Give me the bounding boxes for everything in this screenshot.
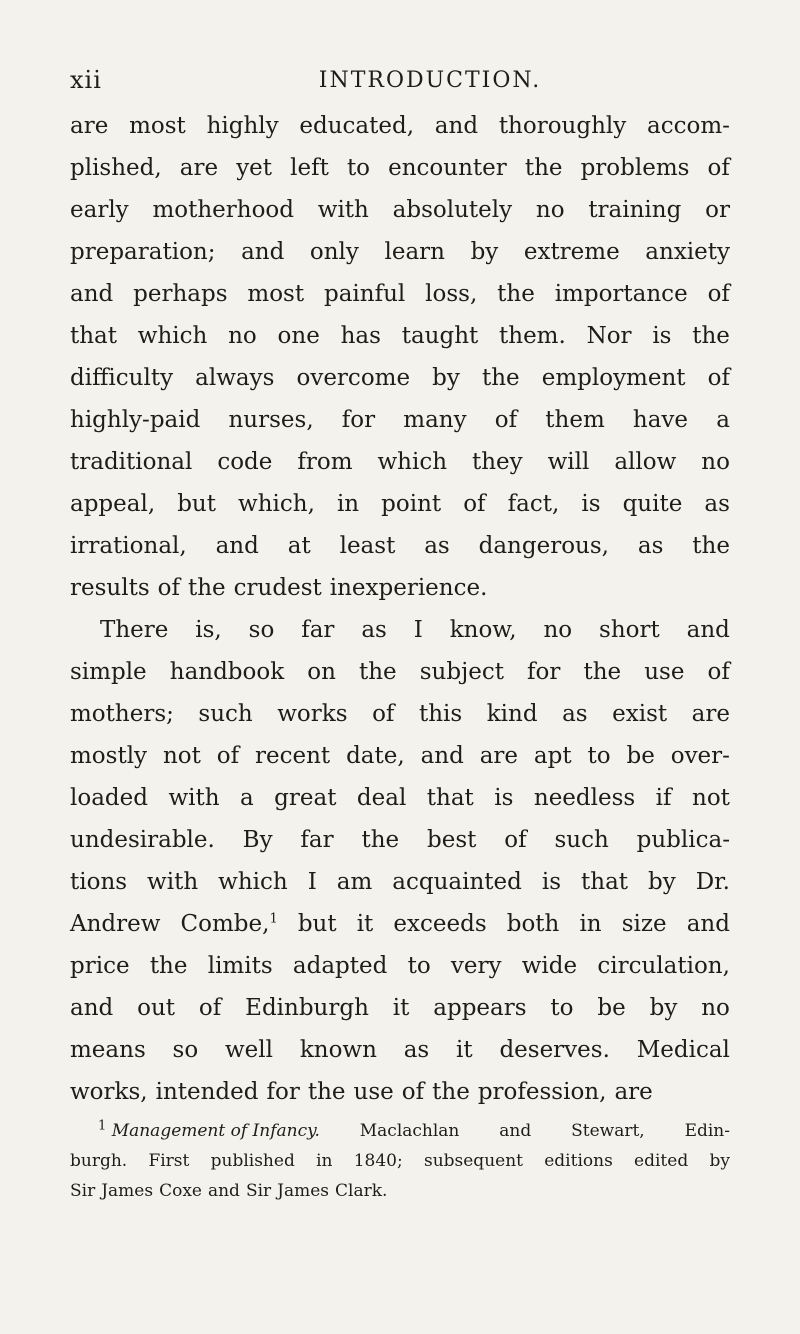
word: circulation, <box>597 953 730 979</box>
word: subject <box>419 659 504 685</box>
word: limits <box>207 953 273 979</box>
word: which, <box>238 491 315 517</box>
word: nurses, <box>228 407 314 433</box>
word: acquainted <box>392 869 522 895</box>
word: of <box>216 743 240 769</box>
word: Coxe <box>159 1181 202 1201</box>
word: no <box>701 449 730 475</box>
word: with <box>147 869 199 895</box>
word: of <box>198 995 222 1021</box>
word: well <box>225 1037 274 1063</box>
word: this <box>418 701 463 727</box>
word: is, <box>195 617 222 643</box>
word: burgh. <box>70 1151 128 1171</box>
word: loss, <box>425 281 478 307</box>
word: educated, <box>299 113 415 139</box>
word: the <box>149 953 188 979</box>
word: and <box>420 743 464 769</box>
word: best <box>427 827 477 853</box>
word: There <box>100 617 169 643</box>
word: for <box>341 407 376 433</box>
word: anxiety <box>645 239 730 265</box>
word: know, <box>449 617 517 643</box>
footnote-first-chunk <box>98 1116 320 1146</box>
word: Clark. <box>335 1181 388 1201</box>
word: edited <box>634 1151 689 1171</box>
word: extreme <box>523 239 620 265</box>
word: over- <box>670 743 730 769</box>
word: not <box>162 743 201 769</box>
word: importance <box>554 281 688 307</box>
text-line <box>70 735 730 777</box>
text-line <box>70 231 730 273</box>
word: motherhood <box>152 197 294 223</box>
word: by <box>432 365 460 391</box>
word: of <box>504 827 527 853</box>
word: Stewart, <box>571 1121 645 1141</box>
word: the <box>432 1079 470 1105</box>
word: both <box>506 911 560 937</box>
footnote <box>70 1116 730 1206</box>
word: of <box>707 155 730 181</box>
word: that <box>426 785 474 811</box>
word: is <box>541 869 562 895</box>
word: Edin- <box>684 1121 730 1141</box>
word: means <box>70 1037 146 1063</box>
word: by <box>649 995 678 1021</box>
word: be <box>626 743 655 769</box>
word: Maclachlan <box>359 1121 460 1141</box>
word: as <box>562 701 588 727</box>
word: editions <box>544 1151 613 1171</box>
word: and <box>70 995 114 1021</box>
text-line <box>70 357 730 399</box>
word: to <box>587 743 611 769</box>
text-line <box>70 525 730 567</box>
word: for <box>266 1079 300 1105</box>
word: to <box>346 155 371 181</box>
word: they <box>471 449 523 475</box>
text-line <box>70 567 730 609</box>
word: yet <box>236 155 273 181</box>
word: them <box>545 407 605 433</box>
word: inexperience. <box>329 575 488 601</box>
word: Nor <box>586 323 632 349</box>
word: in <box>316 1151 333 1171</box>
word: taught <box>401 323 479 349</box>
word: of <box>372 701 395 727</box>
word: which <box>377 449 448 475</box>
word: is <box>494 785 514 811</box>
word: deal <box>356 785 407 811</box>
word: works <box>277 701 348 727</box>
word: recent <box>255 743 331 769</box>
word: the <box>692 533 730 559</box>
running-head <box>70 66 730 106</box>
word: by <box>648 869 676 895</box>
word: as <box>704 491 730 517</box>
word: one <box>277 323 320 349</box>
word: and <box>434 113 479 139</box>
word: and <box>70 281 114 307</box>
word: to <box>550 995 574 1021</box>
word: overcome <box>296 365 411 391</box>
text-line <box>70 273 730 315</box>
text-line <box>70 861 730 903</box>
word: accom- <box>647 113 730 139</box>
word: great <box>274 785 337 811</box>
word: size <box>621 911 667 937</box>
word: apt <box>533 743 572 769</box>
word: Combe,$^1$ <box>180 911 278 937</box>
text-line <box>70 105 730 147</box>
word: of <box>463 491 486 517</box>
word: short <box>599 617 660 643</box>
footnote-line <box>70 1176 730 1206</box>
footnote-ref: 1 <box>269 911 278 927</box>
word: in <box>336 491 360 517</box>
word: by <box>470 239 499 265</box>
text-line <box>70 1071 730 1113</box>
word: results <box>70 575 150 601</box>
word: such <box>554 827 609 853</box>
word: no <box>701 995 730 1021</box>
footnote-title: Management of Infancy. <box>111 1121 320 1141</box>
text-line <box>70 315 730 357</box>
word: preparation; <box>70 239 216 265</box>
word: not <box>692 785 730 811</box>
word: allow <box>614 449 677 475</box>
word: First <box>148 1151 190 1171</box>
word: it <box>392 995 410 1021</box>
word: crudest <box>233 575 322 601</box>
word: many <box>403 407 467 433</box>
word: and <box>686 911 730 937</box>
word: as <box>403 1037 430 1063</box>
word: I <box>413 617 423 643</box>
word: no <box>228 323 257 349</box>
word: date, <box>346 743 405 769</box>
word: painful <box>323 281 406 307</box>
word: published <box>210 1151 295 1171</box>
text-line <box>70 651 730 693</box>
word: and <box>499 1121 532 1141</box>
text-line <box>70 987 730 1029</box>
word: mothers; <box>70 701 174 727</box>
word: point <box>381 491 442 517</box>
word: at <box>287 533 311 559</box>
page-number: xii <box>70 66 102 94</box>
text-line <box>70 189 730 231</box>
word: early <box>70 197 129 223</box>
word: of <box>707 659 730 685</box>
word: most <box>247 281 305 307</box>
text-line <box>70 441 730 483</box>
word: undesirable. <box>70 827 215 853</box>
word: or <box>705 197 730 223</box>
word: no <box>543 617 573 643</box>
word: a <box>716 407 730 433</box>
word: if <box>655 785 672 811</box>
word: which <box>218 869 288 895</box>
word: difficulty <box>70 365 174 391</box>
word: publica- <box>636 827 730 853</box>
word: has <box>340 323 381 349</box>
word: I <box>307 869 317 895</box>
word: with <box>168 785 220 811</box>
word: is <box>652 323 672 349</box>
word: dangerous, <box>478 533 609 559</box>
word: are <box>691 701 730 727</box>
word: for <box>527 659 561 685</box>
word: thoroughly <box>498 113 627 139</box>
word: encounter <box>388 155 507 181</box>
word: highly-paid <box>70 407 201 433</box>
word: and <box>207 1181 240 1201</box>
word: of <box>707 365 730 391</box>
word: needless <box>533 785 636 811</box>
word: from <box>297 449 353 475</box>
word: the <box>497 281 535 307</box>
word: of <box>157 575 180 601</box>
word: of <box>707 281 730 307</box>
word: highly <box>206 113 279 139</box>
word: so <box>248 617 275 643</box>
word: Andrew <box>70 911 161 937</box>
word: fact, <box>507 491 560 517</box>
word: it <box>356 911 374 937</box>
word: will <box>547 449 590 475</box>
word: Edinburgh <box>245 995 369 1021</box>
word: such <box>198 701 253 727</box>
word: price <box>70 953 130 979</box>
word: and <box>241 239 285 265</box>
word: which <box>137 323 208 349</box>
word: but <box>297 911 337 937</box>
word: are <box>179 155 219 181</box>
word: as <box>637 533 664 559</box>
word: use <box>353 1079 394 1105</box>
word: are <box>614 1079 653 1105</box>
word: plished, <box>70 155 162 181</box>
word: to <box>407 953 431 979</box>
text-line <box>70 693 730 735</box>
word: always <box>195 365 275 391</box>
word: out <box>137 995 176 1021</box>
text-line <box>70 147 730 189</box>
word: Sir <box>70 1181 96 1201</box>
word: subsequent <box>423 1151 523 1171</box>
word: intended <box>155 1079 259 1105</box>
word: exist <box>612 701 668 727</box>
word: use <box>644 659 685 685</box>
word: 1840; <box>353 1151 403 1171</box>
word: of <box>494 407 518 433</box>
word: far <box>301 617 335 643</box>
word: and <box>215 533 259 559</box>
word: By <box>242 827 273 853</box>
footnote-line <box>70 1116 730 1146</box>
word: kind <box>486 701 538 727</box>
word: the <box>583 659 622 685</box>
word: only <box>309 239 359 265</box>
word: the <box>524 155 563 181</box>
word: by <box>709 1151 730 1171</box>
word: left <box>290 155 329 181</box>
word: am <box>336 869 373 895</box>
text-line <box>70 777 730 819</box>
word: simple <box>70 659 147 685</box>
word: works, <box>70 1079 148 1105</box>
word: quite <box>622 491 683 517</box>
word: James <box>277 1181 330 1201</box>
word: a <box>240 785 254 811</box>
text-line <box>70 903 730 945</box>
word: profession, <box>477 1079 607 1105</box>
text-line <box>70 399 730 441</box>
footnote-line <box>70 1146 730 1176</box>
word: problems <box>580 155 690 181</box>
word: code <box>217 449 273 475</box>
word: wide <box>521 953 578 979</box>
text-line <box>70 1029 730 1071</box>
word: the <box>307 1079 346 1105</box>
word: so <box>172 1037 199 1063</box>
word: deserves. <box>499 1037 610 1063</box>
word: absolutely <box>392 197 513 223</box>
word: is <box>581 491 601 517</box>
word: them. <box>499 323 566 349</box>
text-line <box>70 819 730 861</box>
word: Sir <box>245 1181 272 1201</box>
footnote-marker: 1 <box>98 1118 107 1134</box>
word: James <box>101 1181 154 1201</box>
word: as <box>361 617 387 643</box>
word: known <box>299 1037 377 1063</box>
word: exceeds <box>393 911 487 937</box>
text-line <box>70 945 730 987</box>
word: in <box>579 911 602 937</box>
word: the <box>359 659 397 685</box>
word: appears <box>433 995 527 1021</box>
word: tions <box>70 869 128 895</box>
word: adapted <box>292 953 388 979</box>
word: on <box>307 659 336 685</box>
word: the <box>692 323 730 349</box>
word: employment <box>541 365 686 391</box>
word: mostly <box>70 743 148 769</box>
word: as <box>424 533 450 559</box>
word: Medical <box>636 1037 730 1063</box>
word: but <box>177 491 216 517</box>
word: that <box>581 869 629 895</box>
text-line <box>70 609 730 651</box>
word: least <box>339 533 396 559</box>
word: traditional <box>70 449 193 475</box>
word: be <box>597 995 626 1021</box>
word: the <box>188 575 226 601</box>
text-line <box>70 483 730 525</box>
word: are <box>70 113 109 139</box>
word: with <box>317 197 369 223</box>
body-text <box>70 105 730 1113</box>
word: loaded <box>70 785 148 811</box>
word: appeal, <box>70 491 156 517</box>
word: learn <box>384 239 445 265</box>
word: the <box>481 365 520 391</box>
word: it <box>456 1037 473 1063</box>
word: no <box>535 197 565 223</box>
word: far <box>300 827 334 853</box>
word: of <box>401 1079 425 1105</box>
word: have <box>632 407 689 433</box>
word: irrational, <box>70 533 187 559</box>
word: training <box>588 197 682 223</box>
word: and <box>686 617 730 643</box>
word: very <box>450 953 502 979</box>
word: most <box>129 113 186 139</box>
word: that <box>70 323 118 349</box>
word: Dr. <box>695 869 730 895</box>
word: handbook <box>169 659 285 685</box>
word: the <box>361 827 400 853</box>
word: are <box>479 743 519 769</box>
word: perhaps <box>133 281 228 307</box>
running-title: INTRODUCTION. <box>318 68 542 93</box>
